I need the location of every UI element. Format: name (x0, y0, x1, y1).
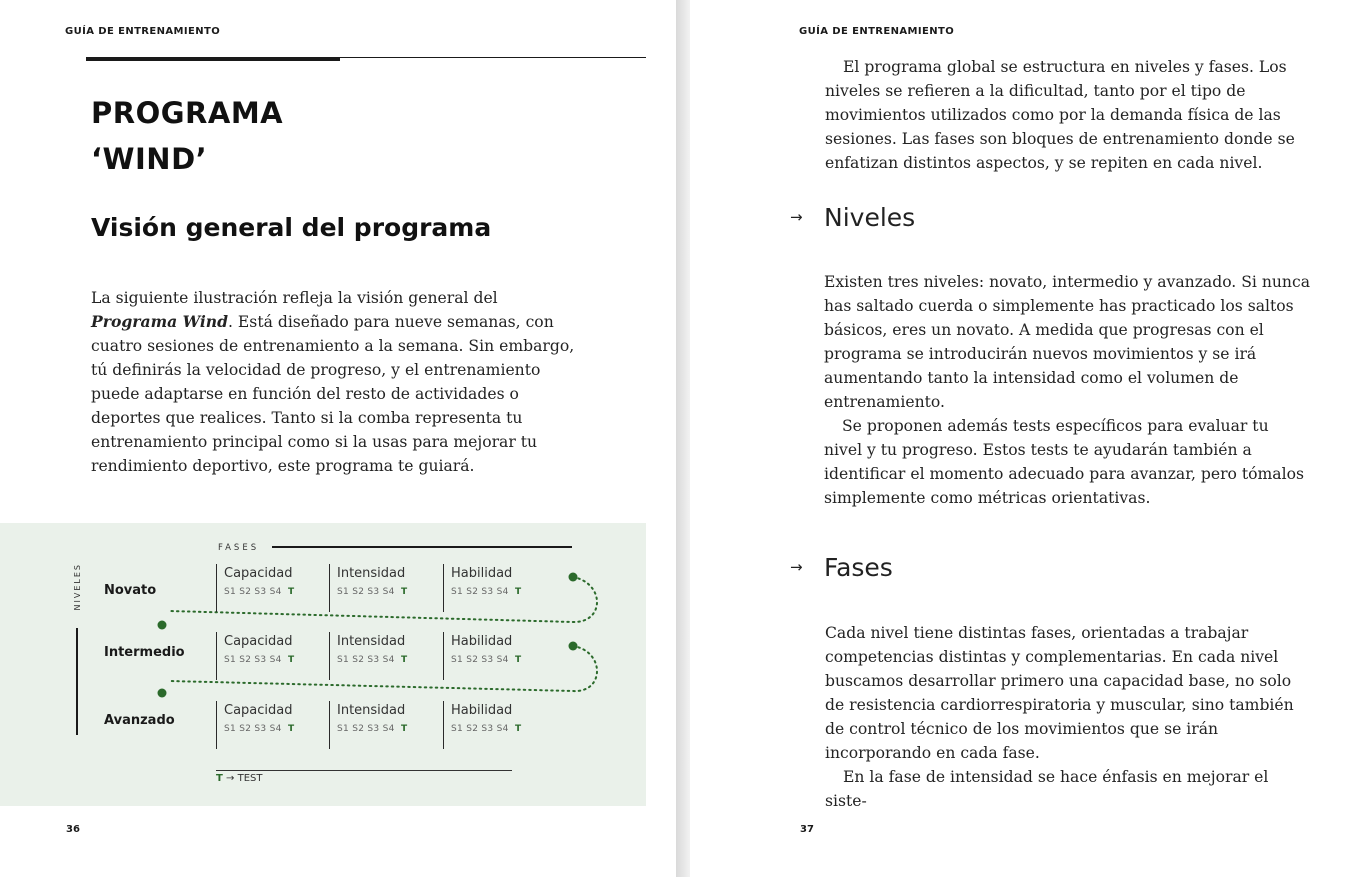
phase-block (329, 632, 443, 680)
section-heading-fases (790, 553, 893, 582)
session-list (451, 724, 521, 734)
section-heading-niveles-text: Niveles (824, 203, 916, 232)
sessions-text: S1 S2 S3 S4 (337, 655, 395, 665)
section-heading-fases-text: Fases (824, 553, 893, 582)
sessions-text: S1 S2 S3 S4 (451, 724, 509, 734)
intro-text-part2: . Está diseñado para nueve semanas, con cuatro sesiones de entrenamiento a la semana. Sin embargo, tú definirás la velocidad de progreso, y el entrenamiento puede adaptarse en función del resto de actividades o deportes que realices. Tanto si la comba representa tu entrenamiento principal como si la usas para mejorar tu rendimiento deportivo, este programa te guiará. (91, 313, 575, 475)
fases-axis-line (272, 546, 572, 548)
chapter-title (91, 90, 283, 182)
test-marker: T (287, 724, 295, 734)
intro-text-part1: La siguiente ilustración refleja la visión general del (91, 289, 498, 307)
dot-avanzado-start (158, 689, 167, 698)
phase-name: Intensidad (337, 703, 406, 718)
level-avanzado: Avanzado (104, 713, 175, 728)
session-list (337, 724, 407, 734)
legend (216, 773, 262, 784)
legend-test-mark: T (216, 773, 223, 784)
session-list (224, 724, 294, 734)
intro-paragraph (91, 286, 581, 478)
right-page (690, 0, 1368, 877)
test-marker: T (287, 655, 295, 665)
phase-block (443, 632, 557, 680)
running-head-left: GUÍA DE ENTRENAMIENTO (65, 26, 221, 37)
test-marker: T (287, 587, 295, 597)
intro-emphasis: Programa Wind (91, 312, 229, 331)
left-page (0, 0, 676, 877)
session-list (451, 655, 521, 665)
right-intro-text: El programa global se estructura en niveles y fases. Los niveles se refieren a la dificultad, tanto por el tipo de movimientos utilizados como por la demanda física de las sesiones. Las fases son bloques de entrenamiento donde se enfatizan distintos aspectos, y se repiten en cada nivel. (825, 58, 1295, 172)
phase-name: Capacidad (224, 703, 293, 718)
niveles-body (824, 270, 1310, 510)
fases-body (825, 621, 1311, 813)
niveles-axis-line (76, 628, 78, 735)
session-list (451, 587, 521, 597)
header-rule-accent (86, 57, 340, 61)
phase-name: Habilidad (451, 566, 513, 581)
arrow-right-icon: → (790, 558, 803, 576)
test-marker: T (514, 655, 522, 665)
fases-paragraph-1: Cada nivel tiene distintas fases, orientadas a trabajar competencias distintas y complementarias. En cada nivel buscamos desarrollar primero una capacidad base, no solo de resistencia cardiorrespiratoria y muscular, sino también de control técnico de los movimientos que se irán incorporando en cada fase. (825, 624, 1294, 762)
phase-block (216, 564, 330, 612)
fases-label: FASES (218, 543, 260, 553)
sessions-text: S1 S2 S3 S4 (224, 587, 282, 597)
sessions-text: S1 S2 S3 S4 (224, 724, 282, 734)
book-gutter (676, 0, 690, 877)
running-head-right: GUÍA DE ENTRENAMIENTO (799, 26, 955, 37)
chapter-title-line2: ‘WIND’ (91, 142, 208, 176)
phase-block (216, 701, 330, 749)
sessions-text: S1 S2 S3 S4 (224, 655, 282, 665)
dot-novato-end (569, 573, 578, 582)
chapter-title-line1: PROGRAMA (91, 96, 284, 130)
section-subtitle: Visión general del programa (91, 213, 492, 242)
session-list (224, 655, 294, 665)
page-number-right: 37 (800, 824, 814, 835)
fases-paragraph-2: En la fase de intensidad se hace énfasis en mejorar el siste- (825, 768, 1269, 810)
sessions-text: S1 S2 S3 S4 (451, 655, 509, 665)
niveles-paragraph-1: Existen tres niveles: novato, intermedio y avanzado. Si nunca has saltado cuerda o simplemente has practicado los saltos básicos, eres un novato. A medida que progresas con el programa se introducirán nuevos movimientos y se irá aumentando tanto la intensidad como el volumen de entrenamiento. (824, 273, 1311, 411)
phase-name: Intensidad (337, 634, 406, 649)
session-list (337, 655, 407, 665)
legend-rule (216, 770, 512, 771)
level-novato: Novato (104, 583, 157, 598)
test-marker: T (400, 587, 408, 597)
phase-block (216, 632, 330, 680)
session-list (224, 587, 294, 597)
phase-block (329, 701, 443, 749)
phase-block (443, 701, 557, 749)
right-intro-paragraph (825, 55, 1315, 175)
phase-name: Capacidad (224, 566, 293, 581)
level-intermedio: Intermedio (104, 645, 185, 660)
legend-text: TEST (237, 773, 263, 784)
niveles-label: NIVELES (73, 563, 82, 611)
phase-name: Capacidad (224, 634, 293, 649)
sessions-text: S1 S2 S3 S4 (337, 587, 395, 597)
dot-intermedio-end (569, 642, 578, 651)
legend-arrow-icon: → (226, 773, 235, 784)
dot-intermedio-start (158, 621, 167, 630)
phase-name: Intensidad (337, 566, 406, 581)
test-marker: T (400, 655, 408, 665)
page-number-left: 36 (66, 824, 80, 835)
session-list (337, 587, 407, 597)
niveles-paragraph-2: Se proponen además tests específicos para evaluar tu nivel y tu progreso. Estos tests te ayudarán también a identificar el momento adecuado para avanzar, pero tómalos simplemente como métricas orientativas. (824, 417, 1304, 507)
test-marker: T (514, 587, 522, 597)
test-marker: T (400, 724, 408, 734)
program-diagram (0, 523, 646, 806)
sessions-text: S1 S2 S3 S4 (337, 724, 395, 734)
section-heading-niveles (790, 203, 915, 232)
sessions-text: S1 S2 S3 S4 (451, 587, 509, 597)
arrow-right-icon: → (790, 208, 803, 226)
phase-block (443, 564, 557, 612)
phase-block (329, 564, 443, 612)
phase-name: Habilidad (451, 703, 513, 718)
phase-name: Habilidad (451, 634, 513, 649)
test-marker: T (514, 724, 522, 734)
